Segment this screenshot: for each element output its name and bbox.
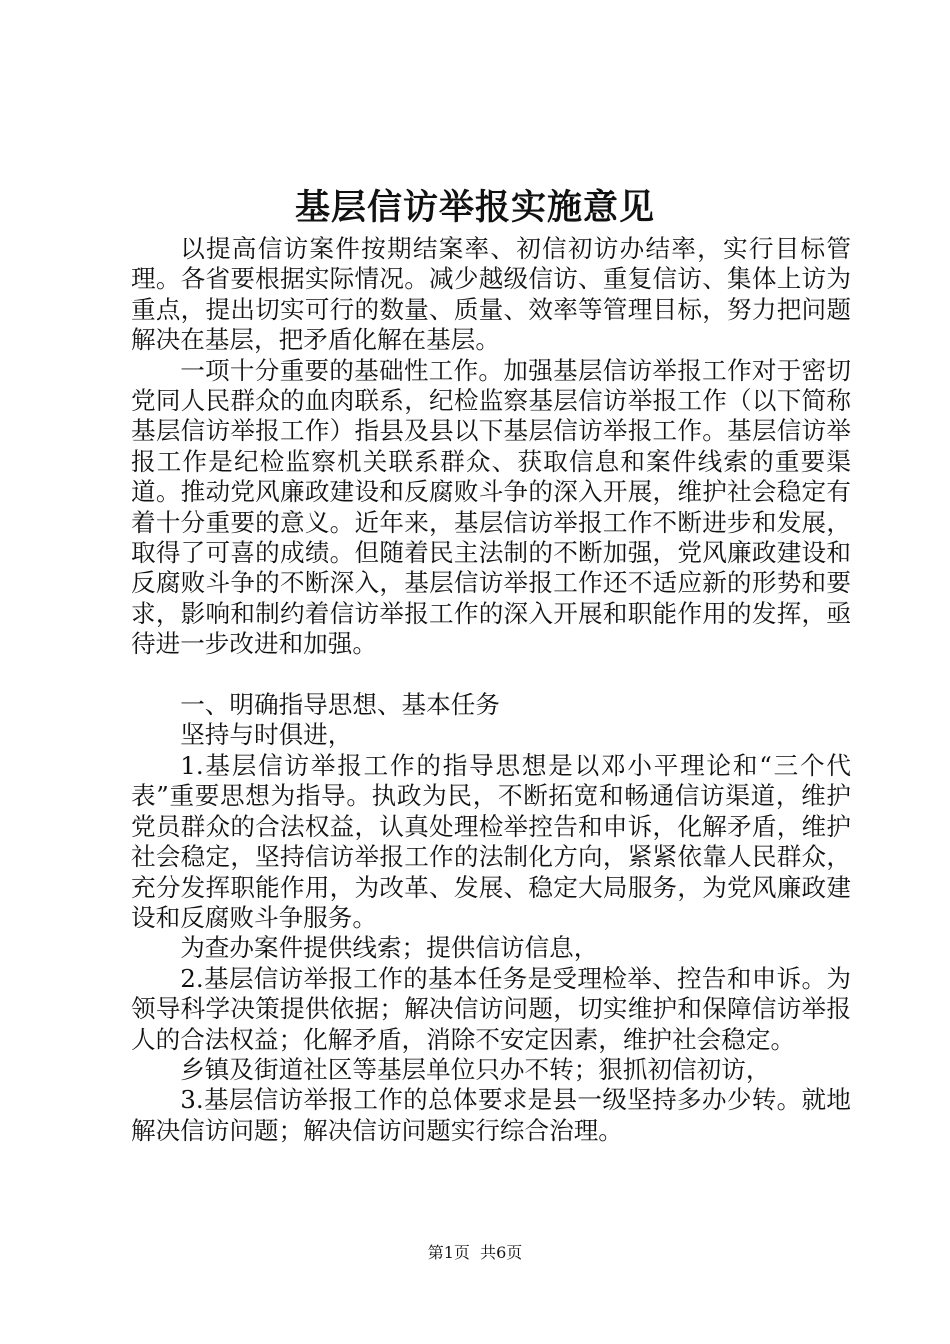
paragraph: 3.基层信访举报工作的总体要求是县一级坚持多办少转。就地解决信访问题；解决信访问题实行综合治理。	[131, 1085, 851, 1145]
paragraph: 2.基层信访举报工作的基本任务是受理检举、控告和申诉。为领导科学决策提供依据；解决信访问题，切实维护和保障信访举报人的合法权益；化解矛盾，消除不安定因素，维护社会稳定。	[131, 963, 851, 1054]
paragraph: 为查办案件提供线索；提供信访信息，	[180, 933, 599, 963]
paragraph: 以提高信访案件按期结案率、初信初访办结率，实行目标管理。各省要根据实际情况。减少越级信访、重复信访、集体上访为重点，提出切实可行的数量、质量、效率等管理目标，努力把问题解决在基层，把矛盾化解在基层。	[131, 234, 851, 355]
paragraph: 1.基层信访举报工作的指导思想是以邓小平理论和“三个代表”重要思想为指导。执政为民，不断拓宽和畅通信访渠道，维护党员群众的合法权益，认真处理检举控告和申诉，化解矛盾，维护社会稳定，坚持信访举报工作的法制化方向，紧紧依靠人民群众，充分发挥职能作用，为改革、发展、稳定大局服务，为党风廉政建设和反腐败斗争服务。	[131, 750, 851, 932]
paragraph: 乡镇及街道社区等基层单位只办不转；狠抓初信初访，	[180, 1054, 771, 1084]
paragraph: 坚持与时俱进，	[180, 720, 353, 750]
page-footer	[0, 1241, 950, 1265]
blank-line	[131, 660, 851, 690]
paragraph: 一项十分重要的基础性工作。加强基层信访举报工作对于密切党同人民群众的血肉联系，纪检监察基层信访举报工作（以下简称基层信访举报工作）指县及县以下基层信访举报工作。基层信访举报工作是纪检监察机关联系群众、获取信息和案件线索的重要渠道。推动党风廉政建设和反腐败斗争的深入开展，维护社会稳定有着十分重要的意义。近年来，基层信访举报工作不断进步和发展，取得了可喜的成绩。但随着民主法制的不断加强，党风廉政建设和反腐败斗争的不断深入，基层信访举报工作还不适应新的形势和要求，影响和制约着信访举报工作的深入开展和职能作用的发挥，亟待进一步改进和加强。	[131, 355, 851, 659]
document-title: 基层信访举报实施意见	[294, 187, 655, 228]
document-body	[131, 234, 851, 1146]
page-number: 第1页 共6页	[427, 1243, 523, 1262]
section-heading: 一、明确指导思想、基本任务	[180, 690, 500, 720]
